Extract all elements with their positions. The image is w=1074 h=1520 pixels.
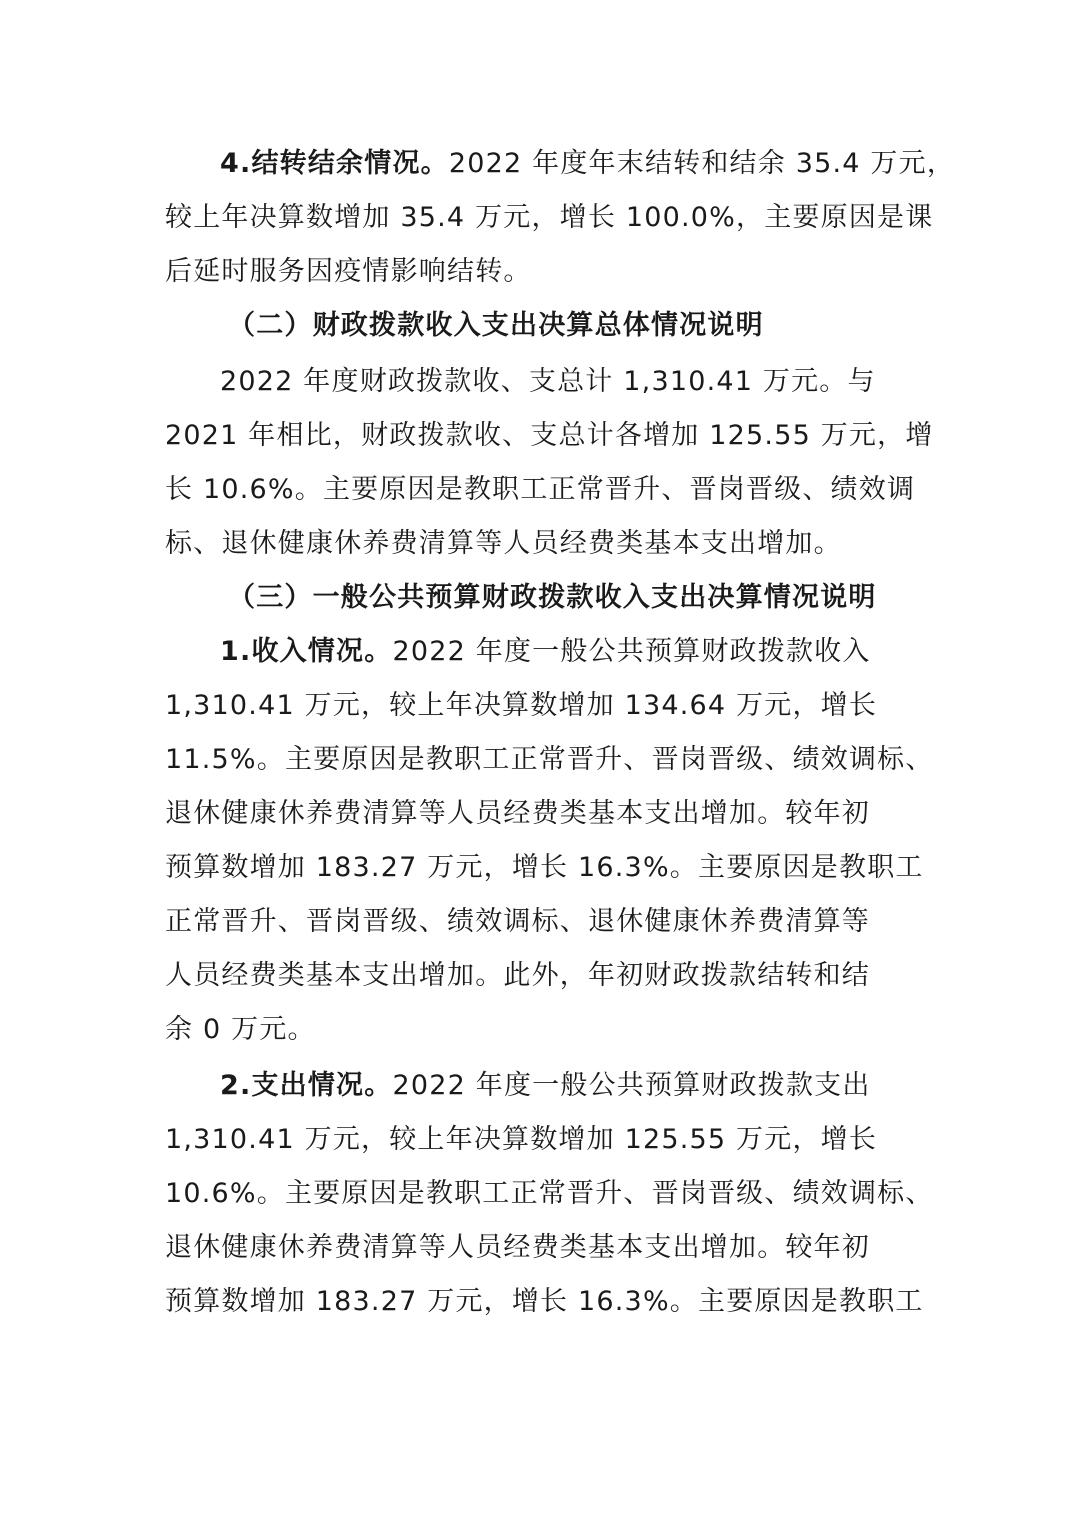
paragraph-income-line-5: 预算数增加 183.27 万元，增长 16.3%。主要原因是教职工 [165,852,924,883]
income-text: 2022 年度一般公共预算财政拨款收入 [392,636,871,667]
section-heading-3: （三）一般公共预算财政拨款收入支出决算情况说明 [228,582,877,613]
income-lead: 1.收入情况。 [220,636,393,667]
carryover-lead: 4.结转结余情况。 [220,148,449,179]
paragraph-expense-line-3: 10.6%。主要原因是教职工正常晋升、晋岗晋级、绩效调标、 [165,1178,934,1209]
expense-text: 2022 年度一般公共预算财政拨款支出 [392,1070,871,1101]
paragraph-overview-line-3: 长 10.6%。主要原因是教职工正常晋升、晋岗晋级、绩效调 [165,474,916,505]
paragraph-expense-line-1 [220,1068,871,1104]
paragraph-income-line-7: 人员经费类基本支出增加。此外，年初财政拨款结转和结 [165,960,870,991]
paragraph-income-line-6: 正常晋升、晋岗晋级、绩效调标、退休健康休养费清算等 [165,906,870,937]
section-heading-2: （二）财政拨款收入支出决算总体情况说明 [228,310,764,341]
paragraph-income-line-4: 退休健康休养费清算等人员经费类基本支出增加。较年初 [165,798,870,829]
paragraph-overview-line-1: 2022 年度财政拨款收、支总计 1,310.41 万元。与 [220,366,876,397]
expense-lead: 2.支出情况。 [220,1070,393,1101]
carryover-text: 2022 年度年末结转和结余 35.4 万元， [448,148,956,179]
paragraph-income-line-2: 1,310.41 万元，较上年决算数增加 134.64 万元，增长 [165,690,878,721]
paragraph-carryover-line-2: 较上年决算数增加 35.4 万元，增长 100.0%，主要原因是课 [165,202,934,233]
paragraph-carryover-line-1 [220,146,955,182]
paragraph-carryover-line-3: 后延时服务因疫情影响结转。 [165,256,532,287]
paragraph-income-line-8: 余 0 万元。 [165,1014,316,1045]
paragraph-expense-line-4: 退休健康休养费清算等人员经费类基本支出增加。较年初 [165,1232,870,1263]
paragraph-overview-line-4: 标、退休健康休养费清算等人员经费类基本支出增加。 [165,528,842,559]
paragraph-expense-line-2: 1,310.41 万元，较上年决算数增加 125.55 万元，增长 [165,1124,878,1155]
paragraph-income-line-1 [220,634,871,670]
paragraph-overview-line-2: 2021 年相比，财政拨款收、支总计各增加 125.55 万元，增 [165,420,934,451]
paragraph-income-line-3: 11.5%。主要原因是教职工正常晋升、晋岗晋级、绩效调标、 [165,744,934,775]
paragraph-expense-line-5: 预算数增加 183.27 万元，增长 16.3%。主要原因是教职工 [165,1286,924,1317]
